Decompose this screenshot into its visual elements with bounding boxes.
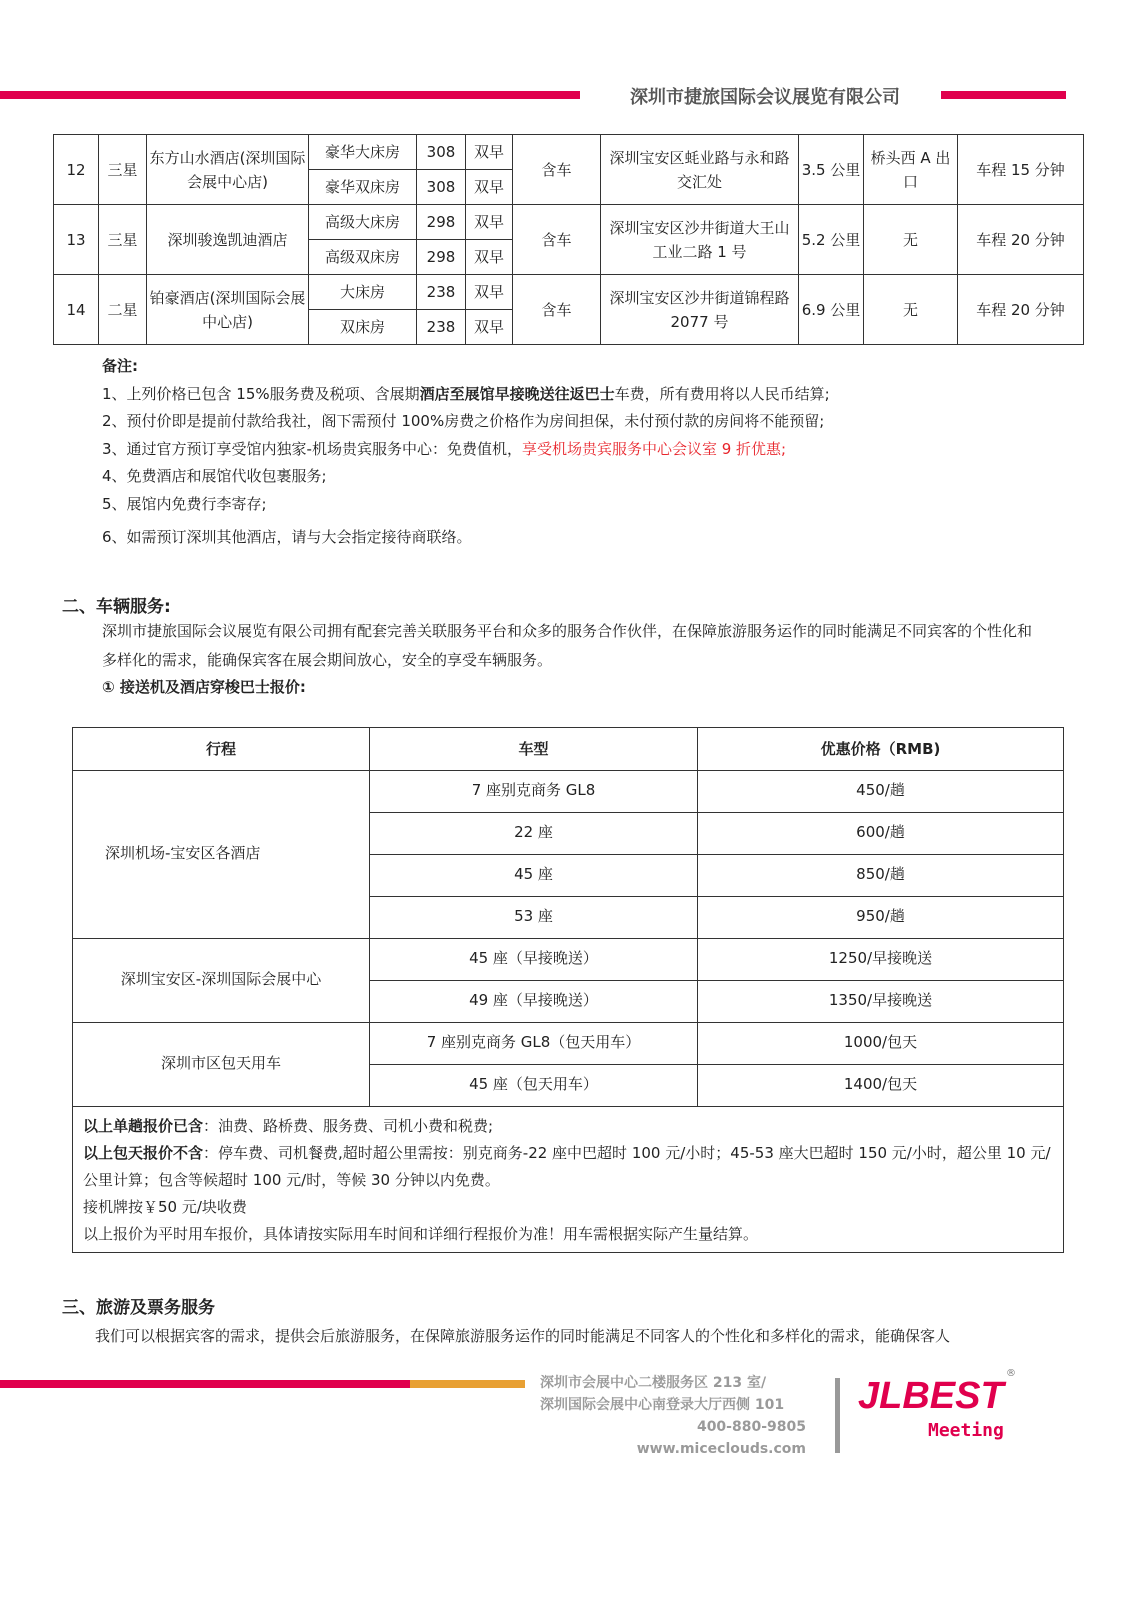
- car-price-table: [72, 727, 1064, 1253]
- footer-line-4: 以上报价为平时用车报价，具体请按实际用车时间和详细行程报价为准！用车需根据实际产生量结算。: [83, 1224, 759, 1243]
- room-price: 238: [417, 310, 466, 345]
- hotel-drive-time: 车程 15 分钟: [958, 135, 1084, 205]
- section-3-paragraph: 我们可以根据宾客的需求，提供会后旅游服务，在保障旅游服务运作的同时能满足不同客人的个性化和多样化的需求，能确保客人: [95, 1326, 951, 1345]
- car-price-cell: 600/趟: [698, 812, 1064, 854]
- hotel-table: [53, 134, 1084, 345]
- car-row: [73, 1022, 1064, 1064]
- hotel-star: 三星: [99, 205, 147, 275]
- footer-phone: 400-880-9805: [696, 1418, 806, 1435]
- hotel-name: 铂豪酒店(深圳国际会展中心店): [147, 275, 309, 345]
- note-5: 5、展馆内免费行李寄存;: [102, 494, 267, 513]
- note-6: 6、如需预订深圳其他酒店，请与大会指定接待商联络。: [102, 528, 472, 546]
- route-cell: 深圳宝安区-深圳国际会展中心: [73, 938, 370, 1022]
- logo-main-text: JLBEST: [858, 1374, 1004, 1417]
- note-1-tail: 车费，所有费用将以人民币结算;: [614, 384, 830, 403]
- footer-address-1: 深圳市会展中心二楼服务区 213 室/: [540, 1374, 767, 1391]
- car-type-cell: 22 座: [370, 812, 698, 854]
- car-type-cell: 45 座: [370, 854, 698, 896]
- logo-sub-text: Meeting: [928, 1419, 1004, 1441]
- footer-divider: [835, 1378, 840, 1453]
- hotel-row: [54, 135, 1084, 170]
- room-price: 238: [417, 275, 466, 310]
- room-breakfast: 双早: [466, 135, 513, 170]
- hotel-star: 三星: [99, 135, 147, 205]
- car-type-cell: 49 座（早接晚送）: [370, 980, 698, 1022]
- notes: [102, 357, 1131, 548]
- room-type: 豪华大床房: [309, 135, 417, 170]
- footer-line-3: 接机牌按￥50 元/块收费: [83, 1197, 247, 1216]
- note-1-text: 1、上列价格已包含 15%服务费及税项、含展期: [102, 384, 420, 403]
- note-1: [102, 385, 1131, 405]
- hotel-address: 深圳宝安区沙井街道大王山工业二路 1 号: [601, 205, 799, 275]
- hotel-metro: 无: [864, 205, 958, 275]
- footer-contact: [540, 1372, 806, 1460]
- room-type: 豪华双床房: [309, 170, 417, 205]
- note-3-highlight: 享受机场贵宾服务中心会议室 9 折优惠;: [521, 439, 787, 458]
- hotel-distance: 6.9 公里: [799, 275, 864, 345]
- hotel-address: 深圳宝安区蚝业路与永和路交汇处: [601, 135, 799, 205]
- room-breakfast: 双早: [466, 275, 513, 310]
- registered-mark-icon: ®: [1006, 1367, 1016, 1379]
- footer-website[interactable]: www.miceclouds.com: [636, 1440, 806, 1457]
- note-3: [102, 440, 1131, 460]
- room-type: 双床房: [309, 310, 417, 345]
- header-bar-left: [0, 91, 580, 99]
- note-1-bold: 酒店至展馆早接晚送往返巴士: [419, 384, 615, 403]
- footer-line-2-bold: 以上包天报价不含: [83, 1143, 204, 1162]
- header-bar-right: [941, 91, 1066, 99]
- note-3-text: 3、通过官方预订享受馆内独家-机场贵宾服务中心：免费值机，: [102, 439, 522, 458]
- car-type-cell: 45 座（早接晚送）: [370, 938, 698, 980]
- section-2-subtitle: ① 接送机及酒店穿梭巴士报价:: [102, 677, 306, 696]
- hotel-row: [54, 205, 1084, 240]
- car-price-cell: 1250/早接晚送: [698, 938, 1064, 980]
- footer-line-1: [83, 1113, 1053, 1140]
- footer-line-1-text: ：油费、路桥费、服务费、司机小费和税费;: [203, 1116, 494, 1135]
- hotel-number: 14: [54, 275, 99, 345]
- route-cell: 深圳机场-宝安区各酒店: [73, 770, 370, 938]
- footer-line-2-text: ：停车费、司机餐费,超时超公里需按：别克商务-22 座中巴超时 100 元/小时；45-53 座大巴超时 150 元/小时，超公里 10 元/公里计算；包含等候超时 100 元/时，等候 30 分钟以内免费。: [83, 1143, 1051, 1189]
- hotel-distance: 3.5 公里: [799, 135, 864, 205]
- car-type-cell: 7 座别克商务 GL8（包天用车）: [370, 1022, 698, 1064]
- room-price: 298: [417, 205, 466, 240]
- room-price: 308: [417, 135, 466, 170]
- jlbest-logo: [858, 1367, 1018, 1454]
- section-3-title: 三、旅游及票务服务: [62, 1297, 215, 1318]
- footer-bar-pink: [0, 1380, 410, 1388]
- room-price: 298: [417, 240, 466, 275]
- room-breakfast: 双早: [466, 170, 513, 205]
- hotel-number: 12: [54, 135, 99, 205]
- section-2-paragraph: 深圳市捷旅国际会议展览有限公司拥有配套完善关联服务平台和众多的服务合作伙伴，在保障旅游服务运作的同时能满足不同宾客的个性化和多样化的需求，能确保宾客在展会期间放心，安全的享受车辆服务。: [102, 621, 1033, 669]
- section-2-title: 二、车辆服务:: [62, 596, 171, 617]
- hotel-name: 东方山水酒店(深圳国际会展中心店): [147, 135, 309, 205]
- document-body: [0, 134, 1131, 1480]
- car-price-cell: 850/趟: [698, 854, 1064, 896]
- hotel-shuttle: 含车: [513, 275, 601, 345]
- car-table-footer: [73, 1106, 1064, 1252]
- col-header-route: 行程: [73, 727, 370, 770]
- hotel-distance: 5.2 公里: [799, 205, 864, 275]
- car-price-cell: 1350/早接晚送: [698, 980, 1064, 1022]
- room-breakfast: 双早: [466, 310, 513, 345]
- car-price-cell: 950/趟: [698, 896, 1064, 938]
- car-type-cell: 45 座（包天用车）: [370, 1064, 698, 1106]
- footer-bar-orange: [410, 1380, 525, 1388]
- company-title: 深圳市捷旅国际会议展览有限公司: [630, 87, 900, 108]
- room-breakfast: 双早: [466, 205, 513, 240]
- room-type: 高级双床房: [309, 240, 417, 275]
- hotel-drive-time: 车程 20 分钟: [958, 205, 1084, 275]
- note-2: 2、预付价即是提前付款给我社，阁下需预付 100%房费之价格作为房间担保，未付预付款的房间将不能预留;: [102, 412, 825, 430]
- hotel-metro: 无: [864, 275, 958, 345]
- hotel-star: 二星: [99, 275, 147, 345]
- hotel-shuttle: 含车: [513, 135, 601, 205]
- car-price-cell: 1400/包天: [698, 1064, 1064, 1106]
- car-row: [73, 770, 1064, 812]
- car-price-cell: 450/趟: [698, 770, 1064, 812]
- room-price: 308: [417, 170, 466, 205]
- room-type: 高级大床房: [309, 205, 417, 240]
- room-type: 大床房: [309, 275, 417, 310]
- hotel-drive-time: 车程 20 分钟: [958, 275, 1084, 345]
- hotel-name: 深圳骏逸凯迪酒店: [147, 205, 309, 275]
- route-cell: 深圳市区包天用车: [73, 1022, 370, 1106]
- hotel-shuttle: 含车: [513, 205, 601, 275]
- car-type-cell: 53 座: [370, 896, 698, 938]
- hotel-metro: 桥头西 A 出口: [864, 135, 958, 205]
- hotel-number: 13: [54, 205, 99, 275]
- page-footer: [0, 1367, 1131, 1480]
- footer-line-1-bold: 以上单趟报价已含: [83, 1116, 204, 1135]
- hotel-row: [54, 275, 1084, 310]
- note-4: 4、免费酒店和展馆代收包裹服务;: [102, 467, 327, 485]
- car-price-cell: 1000/包天: [698, 1022, 1064, 1064]
- notes-title: 备注:: [102, 357, 138, 375]
- car-row: [73, 938, 1064, 980]
- car-type-cell: 7 座别克商务 GL8: [370, 770, 698, 812]
- footer-address-2: 深圳国际会展中心南登录大厅西侧 101: [540, 1396, 785, 1413]
- hotel-address: 深圳宝安区沙井街道锦程路 2077 号: [601, 275, 799, 345]
- col-header-price: 优惠价格（RMB): [698, 727, 1064, 770]
- footer-line-2: [83, 1140, 1053, 1194]
- col-header-car: 车型: [370, 727, 698, 770]
- page-header: [0, 0, 1131, 134]
- room-breakfast: 双早: [466, 240, 513, 275]
